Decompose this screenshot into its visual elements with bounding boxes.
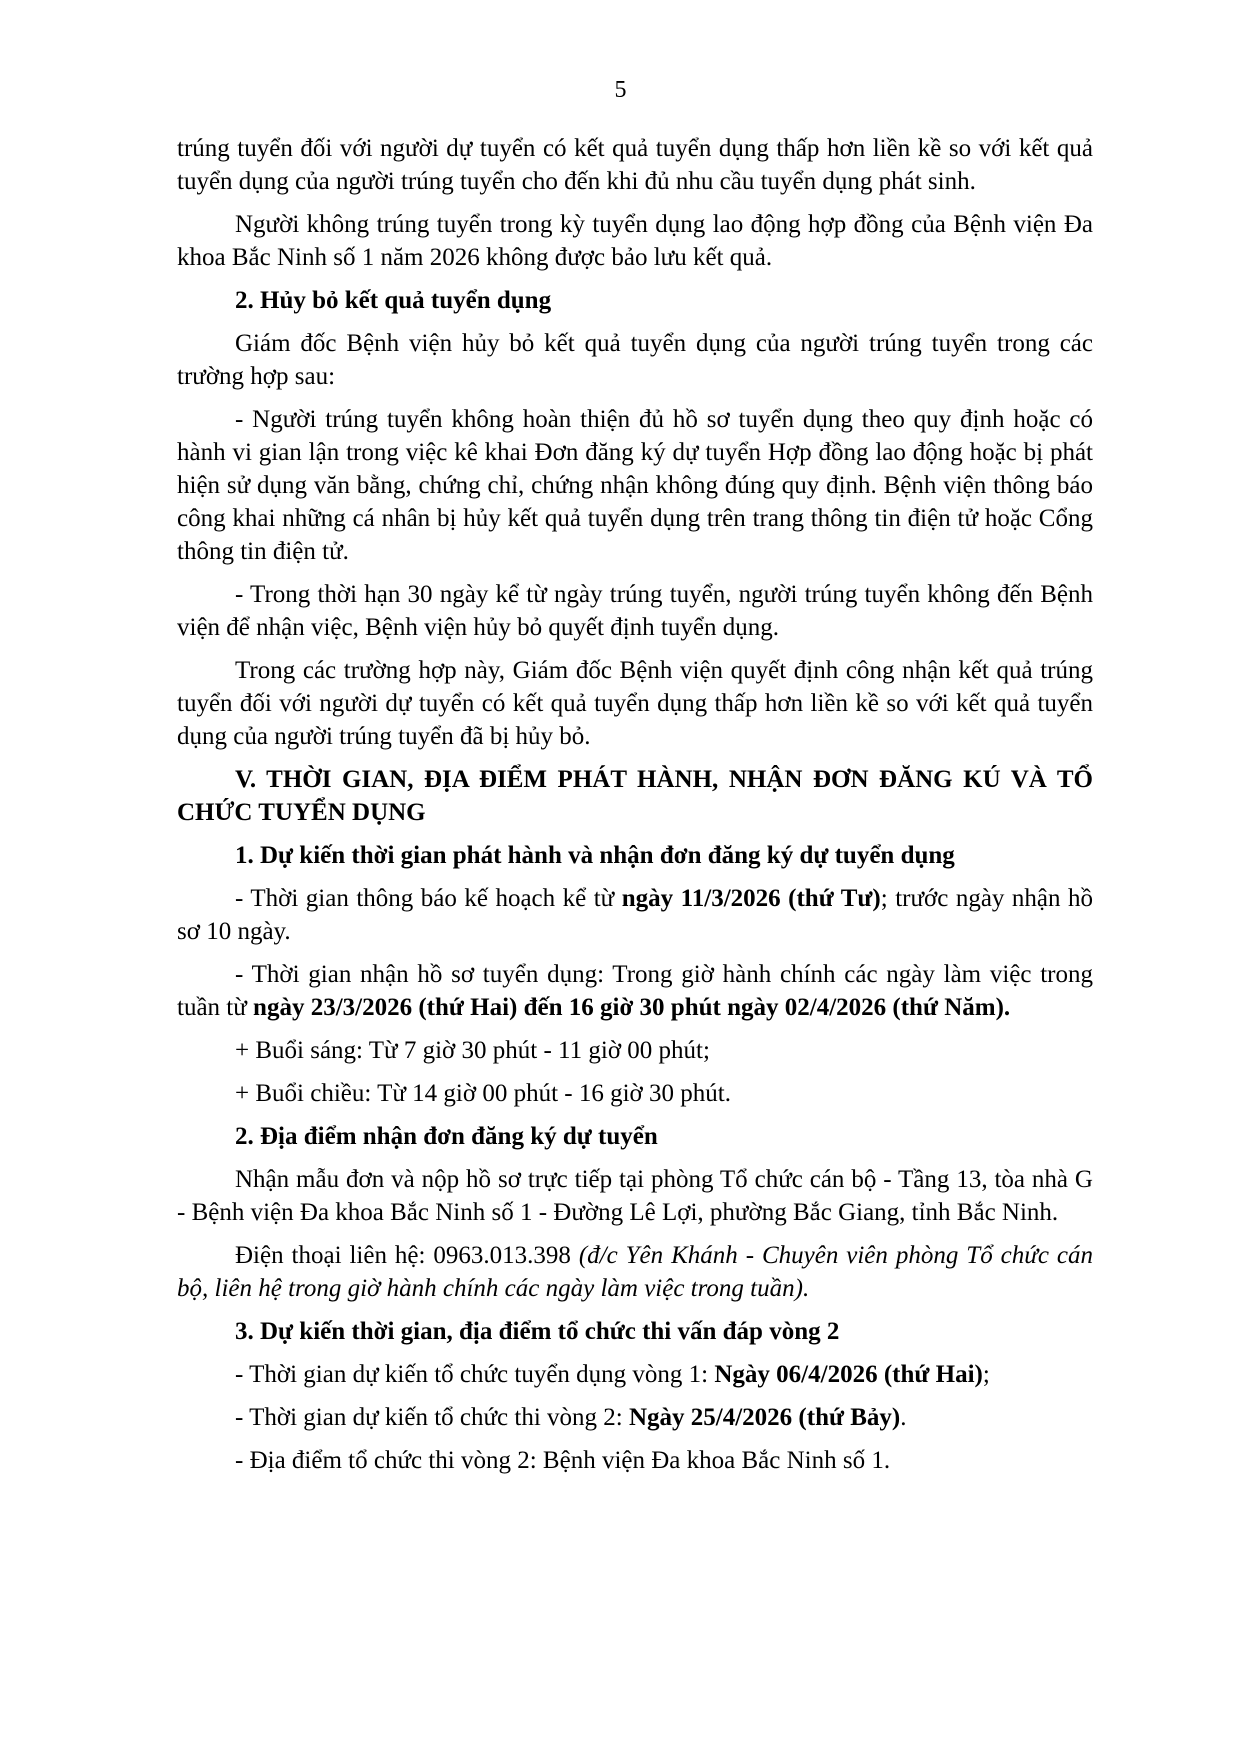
paragraph-round-1-date xyxy=(177,1358,1093,1391)
text-italic-contact: (đ/c Yên Khánh - Chuyên viên phòng Tổ chức cán bộ, liên hệ trong giờ hành chính các ngày làm việc trong tuần). xyxy=(177,1242,1093,1302)
page-number: 5 xyxy=(614,77,627,103)
heading-location: 2. Địa điểm nhận đơn đăng ký dự tuyển xyxy=(235,1123,658,1150)
text-segment: . xyxy=(900,1404,907,1431)
heading-section-v: V. THỜI GIAN, ĐỊA ĐIỂM PHÁT HÀNH, NHẬN ĐƠN ĐĂNG KÚ VÀ TỔ CHỨC TUYỂN DỤNG xyxy=(177,766,1093,826)
heading-cancel-results: 2. Hủy bỏ kết quả tuyển dụng xyxy=(235,287,552,314)
text-segment: ; xyxy=(982,1361,990,1388)
text-segment: Điện thoại liên hệ: 0963.013.398 xyxy=(235,1242,579,1269)
paragraph-location: Nhận mẫu đơn và nộp hồ sơ trực tiếp tại phòng Tổ chức cán bộ - Tầng 13, tòa nhà G - Bệnh viện Đa khoa Bắc Ninh số 1 - Đường Lê Lợi, phường Bắc Giang, tỉnh Bắc Ninh. xyxy=(177,1166,1093,1226)
text-bold-date: Ngày 25/4/2026 (thứ Bảy) xyxy=(628,1404,901,1431)
text-bold-date: Ngày 06/4/2026 (thứ Hai) xyxy=(714,1361,983,1388)
heading-issue-time: 1. Dự kiến thời gian phát hành và nhận đơn đăng ký dự tuyển dụng xyxy=(235,842,955,869)
paragraph-morning: + Buổi sáng: Từ 7 giờ 30 phút - 11 giờ 00 phút; xyxy=(235,1037,710,1064)
paragraph-director-cancel: Giám đốc Bệnh viện hủy bỏ kết quả tuyển dụng của người trúng tuyển trong các trường hợp sau: xyxy=(177,330,1093,390)
text-segment: - Thời gian dự kiến tổ chức thi vòng 2: xyxy=(235,1404,629,1431)
paragraph-receive-time xyxy=(177,958,1093,1024)
paragraph-30-days: - Trong thời hạn 30 ngày kể từ ngày trúng tuyển, người trúng tuyển không đến Bệnh viện để nhận việc, Bệnh viện hủy bỏ quyết định tuyển dụng. xyxy=(177,581,1093,641)
paragraph-round-2-location: - Địa điểm tổ chức thi vòng 2: Bệnh viện Đa khoa Bắc Ninh số 1. xyxy=(235,1447,891,1474)
text-segment: - Thời gian dự kiến tổ chức tuyển dụng vòng 1: xyxy=(235,1361,715,1388)
text-segment: - Thời gian nhận hồ sơ tuyển dụng: Trong giờ hành chính các ngày làm việc trong tuần từ xyxy=(177,961,1093,1021)
paragraph-afternoon: + Buổi chiều: Từ 14 giờ 00 phút - 16 giờ 30 phút. xyxy=(235,1080,731,1107)
document-body xyxy=(177,132,1093,1477)
paragraph-continuation: trúng tuyển đối với người dự tuyển có kết quả tuyển dụng thấp hơn liền kề so với kết quả tuyển dụng của người trúng tuyển cho đến khi đủ nhu cầu tuyển dụng phát sinh. xyxy=(177,135,1093,195)
heading-round-2: 3. Dự kiến thời gian, địa điểm tổ chức thi vấn đáp vòng 2 xyxy=(235,1318,840,1345)
text-bold-date: ngày 11/3/2026 (thứ Tư) xyxy=(621,885,881,912)
paragraph-announce-time xyxy=(177,882,1093,948)
paragraph-recognize-next: Trong các trường hợp này, Giám đốc Bệnh viện quyết định công nhận kết quả trúng tuyển đối với người dự tuyển có kết quả tuyển dụng thấp hơn liền kề so với kết quả tuyển dụng của người trúng tuyển đã bị hủy bỏ. xyxy=(177,657,1093,750)
paragraph-no-reserve: Người không trúng tuyển trong kỳ tuyển dụng lao động hợp đồng của Bệnh viện Đa khoa Bắc Ninh số 1 năm 2026 không được bảo lưu kết quả. xyxy=(177,211,1093,271)
paragraph-phone xyxy=(177,1239,1093,1305)
text-segment: ; trước ngày nhận hồ sơ 10 ngày. xyxy=(177,885,1094,945)
paragraph-incomplete-dossier: - Người trúng tuyển không hoàn thiện đủ hồ sơ tuyển dụng theo quy định hoặc có hành vi gian lận trong việc kê khai Đơn đăng ký dự tuyển Hợp đồng lao động hoặc bị phát hiện sử dụng văn bằng, chứng chỉ, chứng nhận không đúng quy định. Bệnh viện thông báo công khai những cá nhân bị hủy kết quả tuyển dụng trên trang thông tin điện tử hoặc Cổng thông tin điện tử. xyxy=(177,406,1093,565)
text-segment: - Thời gian thông báo kế hoạch kể từ xyxy=(235,885,622,912)
text-bold-date-range: ngày 23/3/2026 (thứ Hai) đến 16 giờ 30 phút ngày 02/4/2026 (thứ Năm). xyxy=(253,994,1011,1021)
paragraph-round-2-date xyxy=(177,1401,1093,1434)
